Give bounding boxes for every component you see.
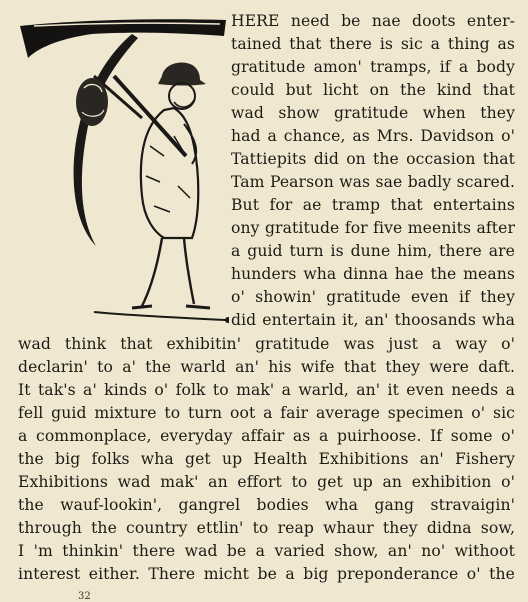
text-line: o' showin' gratitude even if they xyxy=(231,288,515,306)
text-line: HERE need be nae doots enter- xyxy=(231,12,515,30)
text-line: wad think that exhibitin' gratitude was just a way o' xyxy=(18,335,515,353)
text-line: But for ae tramp that entertains xyxy=(231,196,515,214)
text-line: could but licht on the kind that xyxy=(231,81,515,99)
scythe-blade xyxy=(74,34,138,246)
scythe-shaft xyxy=(114,76,186,156)
tramp-coat xyxy=(141,108,198,238)
text-line: Tam Pearson was sae badly scared. xyxy=(231,173,515,191)
text-line: hunders wha dinna hae the means xyxy=(231,265,515,283)
page-number: 32 xyxy=(78,591,91,602)
text-line: gratitude amon' tramps, if a body xyxy=(231,58,515,76)
text-line: did entertain it, an' thoosands wha xyxy=(231,311,515,329)
bundle xyxy=(76,78,108,126)
text-line: through the country ettlin' to reap whaur they didna sow, xyxy=(18,519,515,537)
ground-line xyxy=(94,312,226,320)
text-line: I 'm thinkin' there wad be a varied show, an' no' withoot xyxy=(18,542,515,560)
text-line: wad show gratitude when they xyxy=(231,104,515,122)
text-line: tained that there is sic a thing as xyxy=(231,35,515,53)
text-line: ony gratitude for five meenits after xyxy=(231,219,515,237)
text-line: It tak's a' kinds o' folk to mak' a warld, an' it even needs a xyxy=(18,381,515,399)
text-line: a guid turn is dune him, there are xyxy=(231,242,515,260)
tramp-legs xyxy=(142,238,194,306)
text-line: a commonplace, everyday affair as a puirhoose. If some o' xyxy=(18,427,515,445)
text-line: fell guid mixture to turn oot a fair average specimen o' sic xyxy=(18,404,515,422)
drop-cap-illustration xyxy=(14,6,229,326)
text-line: the wauf-lookin', gangrel bodies wha gang stravaigin' xyxy=(18,496,515,514)
text-line: the big folks wha get up Health Exhibitions an' Fishery xyxy=(18,450,515,468)
text-line: had a chance, as Mrs. Davidson o' xyxy=(231,127,515,145)
text-line: Tattiepits did on the occasion that xyxy=(231,150,515,168)
text-line: declarin' to a' the warld an' his wife that they were daft. xyxy=(18,358,515,376)
text-line: interest either. There micht be a big preponderance o' the xyxy=(18,565,515,583)
text-line: Exhibitions wad mak' an effort to get up an exhibition o' xyxy=(18,473,515,491)
